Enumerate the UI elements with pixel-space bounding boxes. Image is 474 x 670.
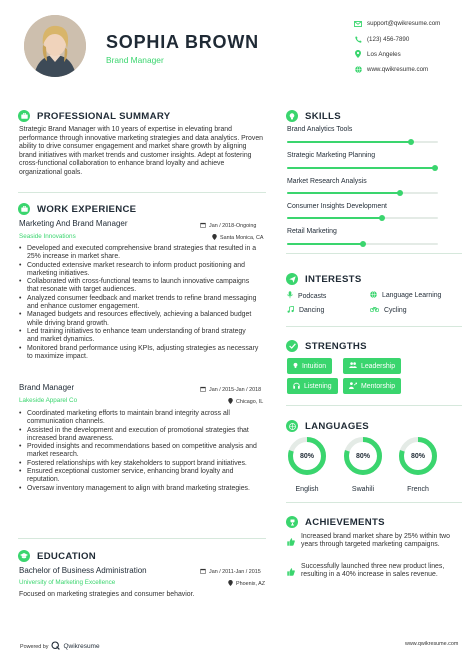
bicycle-icon [370,306,379,314]
language-item [343,436,383,493]
skill-bar-fill [287,141,411,143]
contact-phone[interactable] [352,31,470,46]
job-dates-text: Jan / 2015-Jan / 2018 [209,387,262,393]
list-item: • Analyzed consumer feedback and market trends to refine brand messaging and enhance customer engagement. [19,295,259,312]
language-name: English [295,486,319,493]
list-item: • Collaborated with cross-functional teams to launch innovative campaigns that resonate with target audiences. [19,278,259,295]
graduation-cap-icon [18,550,30,562]
strengths-heading [286,340,367,352]
contact-phone-text: (123) 456-7890 [367,35,410,43]
interest-label: Dancing [299,307,325,314]
job-location-text: Santa Monica, CA [220,235,264,241]
skill-bar-knob [379,215,385,221]
list-item: • Oversaw inventory management to align with brand marketing strategies. [19,485,259,493]
calendar-icon [200,222,206,230]
footer-brand: Qwikresume [63,643,100,650]
skill-bar [287,141,438,143]
language-percent: 80% [355,452,370,460]
thumbs-up-icon [287,533,295,551]
achievements-heading [286,516,385,528]
education-dates [200,568,261,576]
interests-title: INTERESTS [305,273,362,285]
language-percent: 80% [410,452,425,460]
contact-email[interactable] [352,16,470,31]
list-item: • Fostered relationships with key stakeholders to support brand initiatives. [19,460,259,468]
job-company: Seaside Innovations [19,233,76,240]
job-location [212,234,263,242]
globe-icon [370,291,377,300]
list-item: • Ensured exceptional customer service, enhancing brand loyalty and reputation. [19,468,259,485]
education-degree: Bachelor of Business Administration [19,566,147,575]
briefcase-icon [18,203,30,215]
translate-icon [286,420,298,432]
strength-label: Intuition [302,362,327,370]
education-dates-text: Jan / 2011-Jan / 2015 [209,569,261,575]
achievements-title: ACHIEVEMENTS [305,516,385,528]
briefcase-icon [18,110,30,122]
job-location [228,398,263,406]
strength-label: Mentorship [361,382,396,390]
lightbulb-icon [293,362,298,371]
achievement-item [287,563,463,581]
calendar-icon [200,386,206,394]
skill-bar [287,243,438,245]
summary-title: PROFESSIONAL SUMMARY [37,110,171,122]
list-item: • Assisted in the development and execution of promotional strategies that increased brand awareness. [19,427,259,444]
qwikresume-logo-icon [51,641,60,652]
resume-header [0,0,474,92]
contact-location [352,47,470,62]
education-title: EDUCATION [37,550,97,562]
skills-divider [286,253,462,254]
phone-icon [352,36,364,43]
skill-label: Retail Marketing [287,228,337,235]
skill-bar-fill [287,217,382,219]
list-item: • Conducted extensive market research to inform product positioning and marketing initiatives. [19,262,259,279]
strength-badge [287,358,332,374]
language-ring [398,436,438,476]
contact-location-text: Los Angeles [367,50,401,58]
achievement-item [287,533,463,551]
footer-url[interactable]: www.qwikresume.com [405,641,459,647]
education-location [228,580,265,588]
globe-icon [352,66,364,73]
job-location-text: Chicago, IL [236,399,264,405]
interest-item [370,306,407,314]
calendar-icon [200,568,206,576]
skills-title: SKILLS [305,110,341,122]
paper-plane-icon [286,273,298,285]
contact-list [352,16,470,78]
job-bullets [19,245,259,361]
job-dates [200,386,261,394]
list-item: • Led training initiatives to enhance team understanding of brand strategy and market dynamics. [19,328,259,345]
education-heading [18,550,96,562]
strength-badge [343,378,401,394]
location-icon [228,398,233,406]
skill-bar [287,217,438,219]
contact-website[interactable] [352,62,470,77]
headphones-icon [293,382,300,391]
skill-bar-fill [287,167,435,169]
strength-label: Leadership [361,362,396,370]
languages-heading [286,420,369,432]
skill-bar-knob [360,241,366,247]
education-school: University of Marketing Excellence [19,579,116,586]
skill-label: Strategic Marketing Planning [287,152,376,159]
location-icon [228,580,233,588]
strength-badge [287,378,338,394]
interest-label: Cycling [384,306,407,314]
language-percent: 80% [299,452,314,460]
strengths-divider [286,405,462,406]
experience-heading [18,203,136,215]
job-title: Marketing And Brand Manager [19,219,128,228]
language-ring [287,436,327,476]
list-item: • Monitored brand performance using KPIs, adjusting strategies as necessary to maximize impact. [19,345,259,362]
skill-bar-fill [287,192,400,194]
trophy-icon [286,516,298,528]
candidate-name: SOPHIA BROWN [106,32,259,52]
interest-item [287,306,324,315]
languages-divider [286,502,462,503]
job-dates [200,222,256,230]
skill-label: Market Research Analysis [287,178,367,185]
music-icon [287,306,294,315]
summary-divider [18,192,266,193]
location-icon [212,234,217,242]
list-item: • Coordinated marketing efforts to maintain brand integrity across all communication channels. [19,410,259,427]
summary-text: Strategic Brand Manager with 10 years of expertise in elevating brand performance through innovative marketing strategies and data analytics. Proven ability to drive consumer engagement and market share growth by aligning brand initiatives with market trends and customer insights. Adept at fostering cross-functional collaboration to enhance brand loyalty and achieve organizational goals. [19,126,263,176]
language-item [398,436,438,493]
check-icon [286,340,298,352]
skill-bar-knob [397,190,403,196]
users-icon [349,362,357,370]
job-company: Lakeside Apparel Co [19,397,78,404]
job-title: Brand Manager [19,383,75,392]
language-name: French [407,486,429,493]
language-name: Swahili [351,486,375,493]
summary-heading [18,110,170,122]
list-item: • Managed budgets and resources effectively, achieving a balanced budget while driving brand growth. [19,311,259,328]
interest-item [370,291,441,300]
interests-heading [286,273,362,285]
profile-photo [24,15,86,77]
education-location-text: Phoenix, AZ [236,581,266,587]
list-item: • Provided insights and recommendations based on competitive analysis and market research. [19,443,259,460]
skill-bar-knob [408,139,414,145]
skills-heading [286,110,341,122]
lightbulb-icon [286,110,298,122]
skill-label: Brand Analytics Tools [287,126,353,133]
thumbs-up-icon [287,563,295,581]
candidate-role: Brand Manager [106,55,164,65]
strengths-title: STRENGTHS [305,340,367,352]
footer-powered-by [20,641,100,652]
interest-label: Language Learning [382,292,442,299]
contact-website-text: www.qwikresume.com [367,66,429,74]
experience-divider [18,538,266,539]
powered-by-text: Powered by [20,643,49,650]
interests-divider [286,326,462,327]
skill-bar-knob [432,165,438,171]
strength-label: Listening [304,382,332,390]
language-item [287,436,327,493]
email-icon [352,21,364,27]
job-dates-text: Jan / 2018-Ongoing [209,223,257,229]
strength-badge [343,358,401,374]
experience-title: WORK EXPERIENCE [37,203,137,215]
languages-title: LANGUAGES [305,420,369,432]
location-icon [352,50,364,58]
skill-bar [287,192,438,194]
skill-bar-fill [287,243,363,245]
achievement-text: Increased brand market share by 25% within two years through targeted marketing campaigns. [301,533,450,549]
education-focus: Focused on marketing strategies and consumer behavior. [19,591,195,598]
skill-bar [287,167,438,169]
job-bullets [19,410,259,493]
mentor-icon [349,382,357,391]
microphone-icon [287,291,293,301]
interest-label: Podcasts [298,292,327,300]
interest-item [287,291,326,301]
skill-label: Consumer Insights Development [287,203,387,210]
list-item: • Developed and executed comprehensive brand strategies that resulted in a 25% increase in market share. [19,245,259,262]
achievement-text: Successfully launched three new product lines, resulting in a 40% increase in sales revenue. [301,563,445,579]
contact-email-text: support@qwikresume.com [367,20,441,28]
language-ring [343,436,383,476]
